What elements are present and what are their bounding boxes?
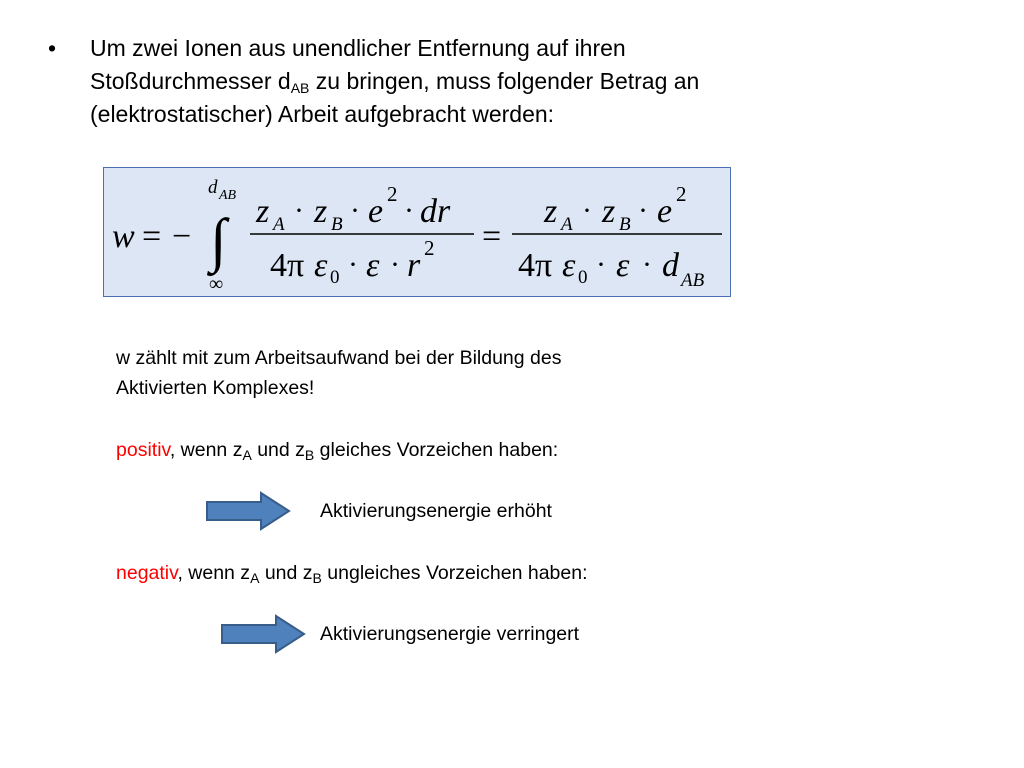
num2-z-a: z bbox=[544, 193, 558, 230]
positiv-text-a: , wenn z bbox=[169, 439, 243, 461]
num1-dot-3: · bbox=[404, 194, 414, 227]
arrow-right-icon bbox=[205, 491, 291, 531]
bullet-line-2 bbox=[90, 65, 810, 98]
positiv-word: positiv bbox=[116, 439, 170, 461]
den2-dot-1: · bbox=[596, 248, 606, 281]
formula-equals-2: = bbox=[482, 218, 502, 255]
negativ-condition bbox=[116, 559, 588, 587]
negativ-word: negativ bbox=[116, 562, 178, 584]
fraction-1-denominator bbox=[270, 236, 435, 288]
num2-z-b-sub: B bbox=[619, 214, 631, 235]
bullet-line-3: (elektrostatischer) Arbeit aufgebracht werden: bbox=[90, 101, 555, 127]
den1-epsilon-2: ε bbox=[366, 247, 380, 284]
num1-dr: dr bbox=[420, 193, 451, 230]
result-negativ: Aktivierungsenergie verringert bbox=[320, 623, 580, 645]
num2-z-a-sub: A bbox=[561, 214, 573, 235]
note-line-2: Aktivierten Komplexes! bbox=[116, 377, 315, 399]
den2-d-sub: AB bbox=[681, 270, 705, 291]
num2-dot-2: · bbox=[638, 194, 648, 227]
fraction-2-denominator bbox=[518, 247, 705, 291]
den1-epsilon: ε bbox=[314, 247, 328, 284]
negativ-sub-b: B bbox=[312, 570, 322, 586]
den2-d: d bbox=[662, 247, 679, 284]
formula-minus: − bbox=[172, 218, 192, 255]
formula-svg bbox=[104, 168, 730, 296]
formula-box bbox=[103, 167, 731, 297]
negativ-text-a: , wenn z bbox=[177, 562, 251, 584]
positiv-sub-b: B bbox=[304, 447, 315, 463]
num1-dot-2: · bbox=[350, 194, 360, 227]
den2-epsilon: ε bbox=[562, 247, 576, 284]
bullet-line-2-a: Stoßdurchmesser d bbox=[90, 68, 291, 94]
negativ-text-b: und z bbox=[259, 562, 313, 584]
positiv-text-b: und z bbox=[251, 439, 305, 461]
num1-dot-1: · bbox=[294, 194, 304, 227]
num1-z-b: z bbox=[314, 193, 328, 230]
num1-e: e bbox=[368, 193, 384, 230]
den2-epsilon-2: ε bbox=[616, 247, 630, 284]
den2-epsilon-sub: 0 bbox=[578, 267, 588, 288]
note-line-1: w zählt mit zum Arbeitsaufwand bei der Bildung des bbox=[116, 347, 562, 369]
negativ-text-c: ungleiches Vorzeichen haben: bbox=[321, 562, 588, 584]
bullet-line-2-sub: AB bbox=[290, 80, 310, 96]
result-positiv: Aktivierungsenergie erhöht bbox=[320, 500, 552, 522]
den1-dot-1: · bbox=[348, 248, 358, 281]
integral-lower-limit: ∞ bbox=[209, 273, 224, 295]
bullet-line-2-b: zu bringen, muss folgender Betrag an bbox=[309, 68, 700, 94]
num2-e: e bbox=[657, 193, 673, 230]
den2-four-pi: 4π bbox=[518, 247, 553, 284]
den2-dot-2: · bbox=[642, 248, 652, 281]
negativ-sub-a: A bbox=[250, 570, 260, 586]
arrow-right-icon bbox=[220, 614, 306, 654]
den1-epsilon-sub: 0 bbox=[330, 267, 340, 288]
fraction-2-numerator bbox=[543, 182, 687, 235]
num2-z-b: z bbox=[602, 193, 616, 230]
integral-upper-limit-sub: AB bbox=[219, 188, 237, 203]
num1-z-b-sub: B bbox=[331, 214, 343, 235]
bullet-marker: • bbox=[48, 35, 57, 61]
num1-e-sup: 2 bbox=[387, 182, 398, 206]
formula-lhs: w bbox=[112, 218, 135, 255]
integral-upper-limit: d bbox=[208, 177, 218, 198]
den1-r: r bbox=[407, 247, 421, 284]
num1-z-a: z bbox=[256, 193, 270, 230]
num2-dot-1: · bbox=[582, 194, 592, 227]
integral-sign: ∫ bbox=[210, 207, 227, 273]
den1-dot-2: · bbox=[390, 248, 400, 281]
bullet-text bbox=[90, 32, 810, 131]
positiv-sub-a: A bbox=[242, 447, 252, 463]
formula-equals-1: = bbox=[142, 218, 162, 255]
positiv-condition bbox=[116, 436, 558, 464]
positiv-text-c: gleiches Vorzeichen haben: bbox=[314, 439, 559, 461]
num2-e-sup: 2 bbox=[676, 182, 687, 206]
fraction-1-numerator bbox=[255, 182, 451, 235]
bullet-line-1: Um zwei Ionen aus unendlicher Entfernung auf ihren bbox=[90, 35, 626, 61]
den1-r-sup: 2 bbox=[424, 236, 435, 260]
num1-z-a-sub: A bbox=[273, 214, 285, 235]
den1-four-pi: 4π bbox=[270, 247, 305, 284]
